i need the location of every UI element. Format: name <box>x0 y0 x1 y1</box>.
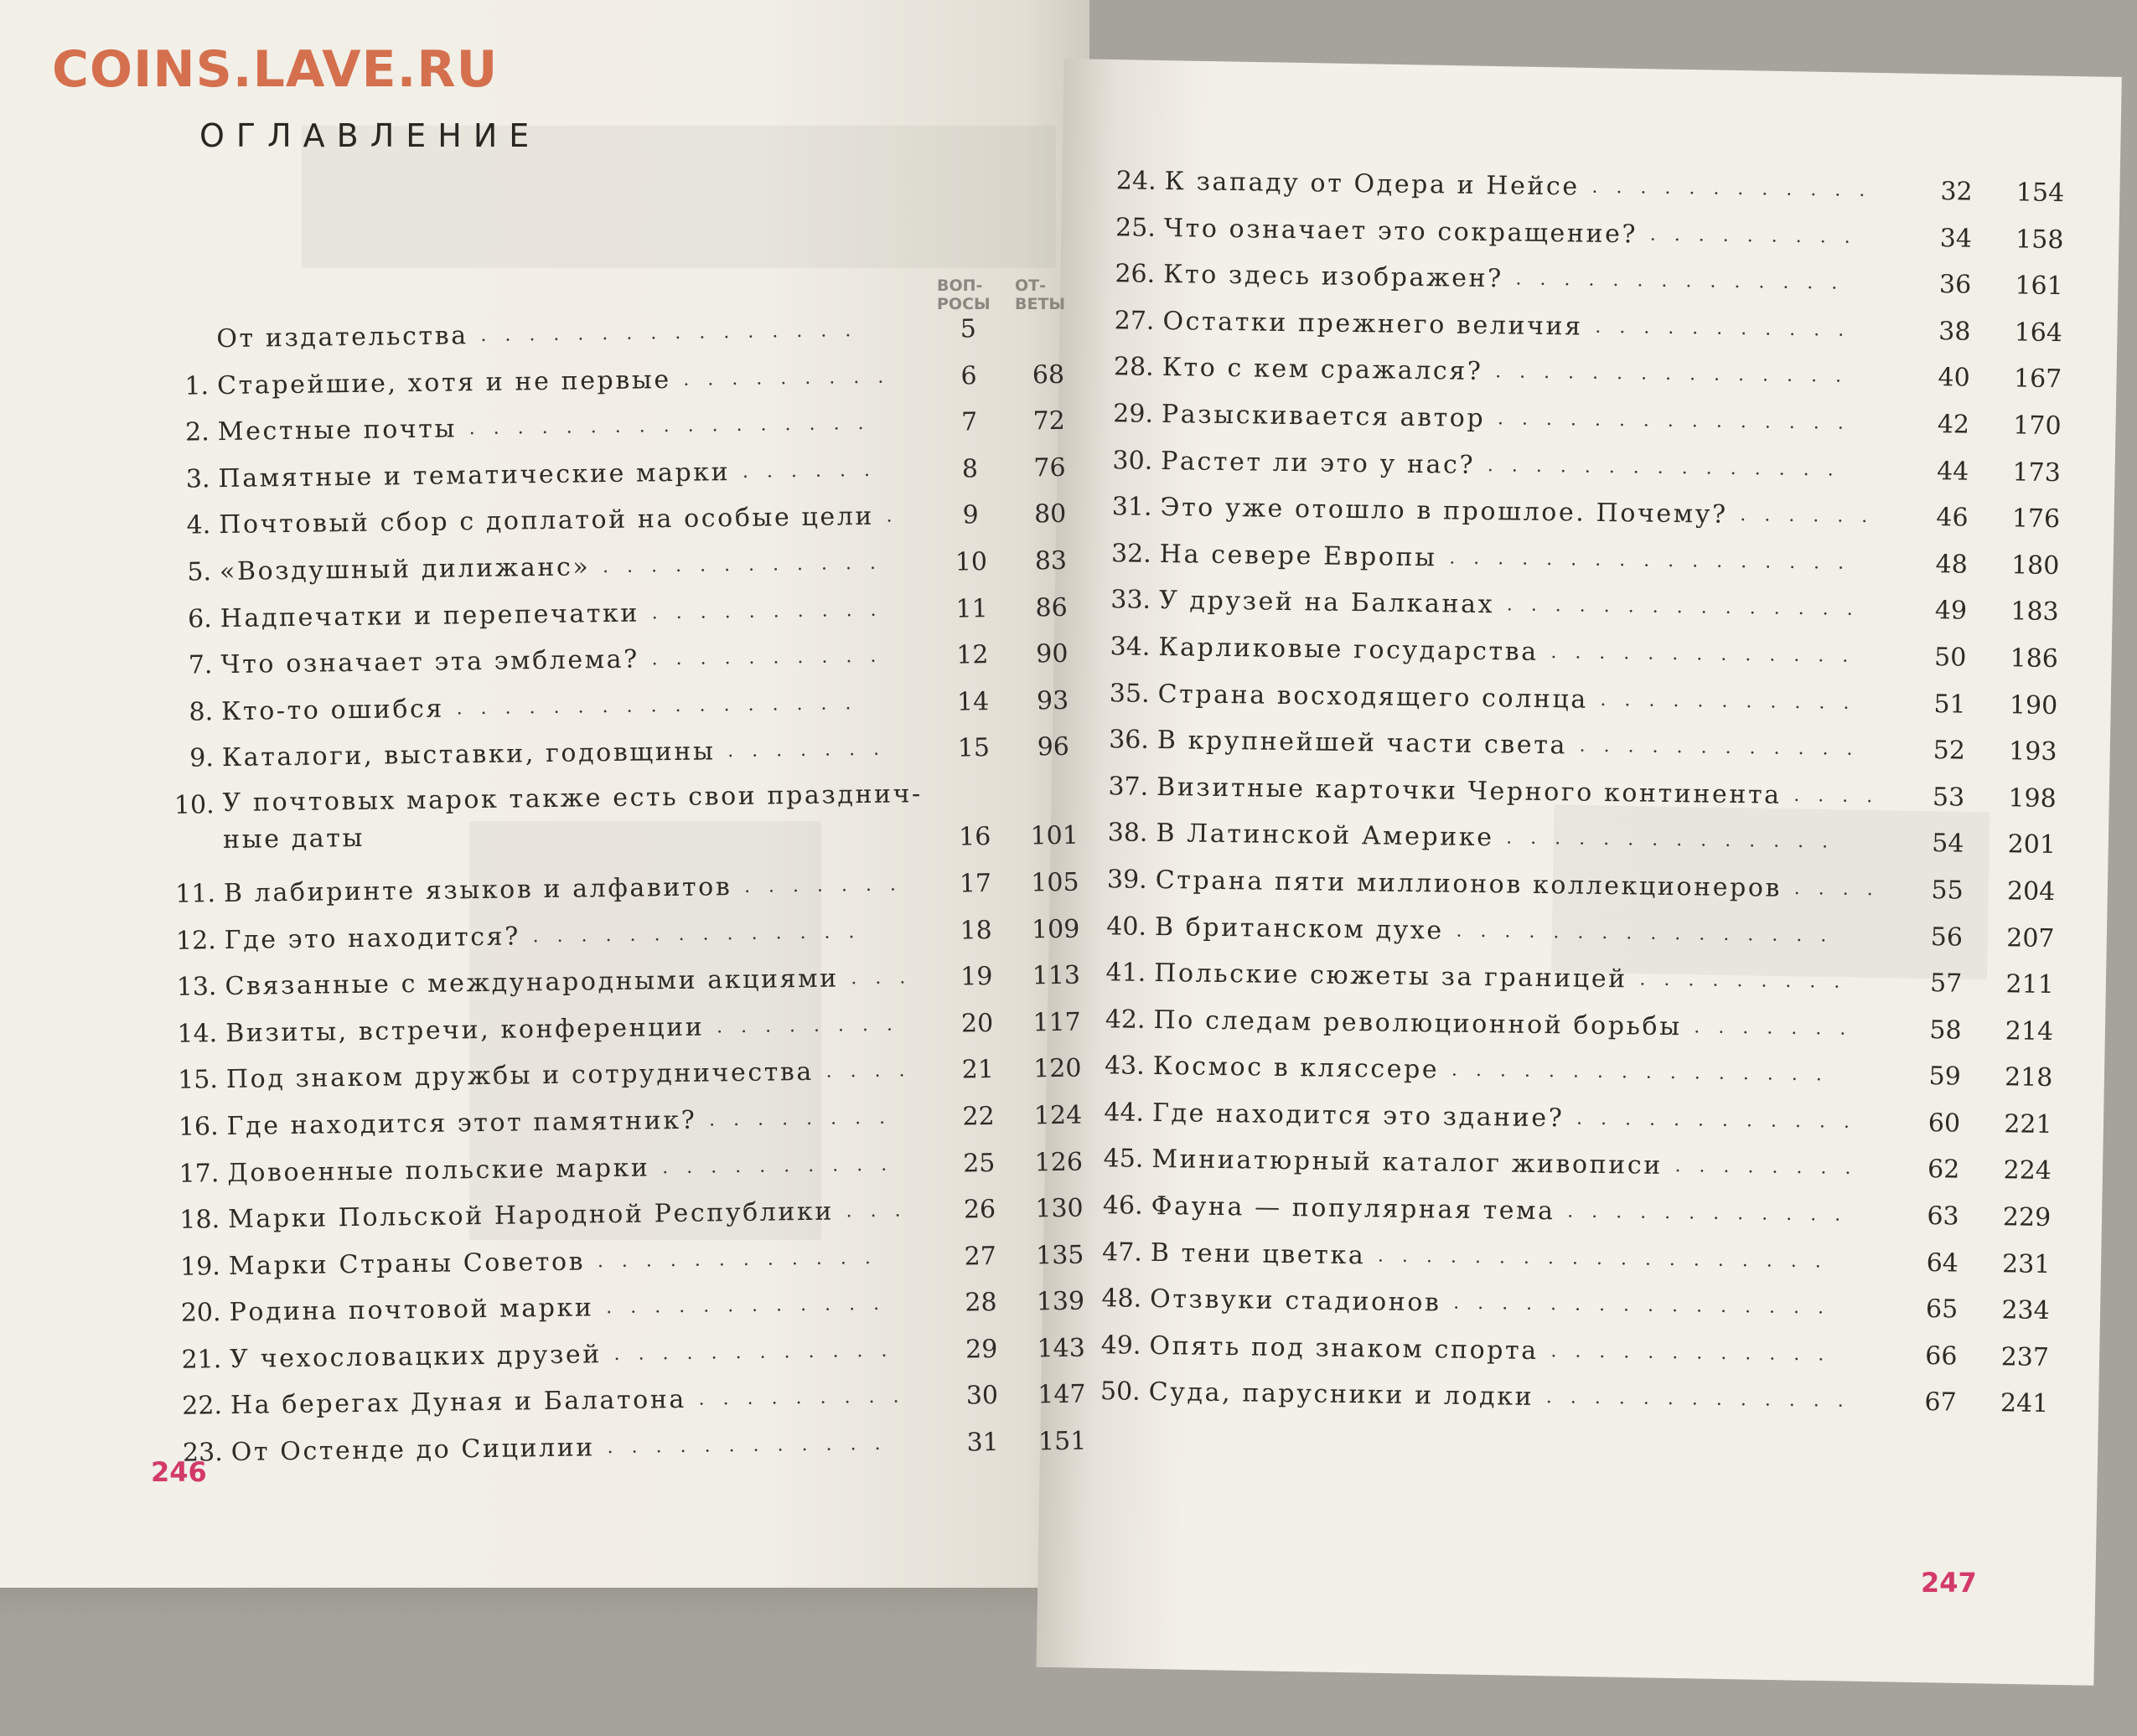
toc-entry-number: 48. <box>1101 1284 1142 1315</box>
toc-entry-title: В тени цветка <box>1150 1237 1366 1270</box>
toc-entry-title: Разыскивается автор <box>1161 399 1486 434</box>
toc-entry-question-page: 25 <box>962 1148 996 1179</box>
toc-entry-question-page: 65 <box>1925 1294 1958 1325</box>
toc-entry-question-page: 15 <box>957 733 991 763</box>
toc-entry-dot-leader: ............ <box>613 1340 906 1365</box>
toc-entry-dot-leader: ................ <box>1451 1059 1840 1086</box>
toc-entry-number: 43. <box>1104 1051 1146 1082</box>
toc-entry-answer-page: 237 <box>2000 1342 2050 1372</box>
toc-entry-title: В британском духе <box>1154 912 1445 945</box>
toc-entry-dot-leader: ........... <box>1595 316 1863 341</box>
toc-entry-answer-page: 234 <box>2001 1295 2050 1326</box>
toc-entry-title: От Остенде до Сицилии <box>230 1433 596 1468</box>
page-shadow <box>0 1588 1081 1621</box>
toc-entry-question-page: 48 <box>1935 549 1969 580</box>
toc-entry-dot-leader: ............... <box>1506 594 1871 621</box>
toc-entry-question-page: 7 <box>960 407 978 437</box>
toc-entry-dot-leader: ............... <box>1497 408 1862 434</box>
toc-entry-answer-page: 218 <box>2004 1062 2053 1093</box>
toc-entry-dot-leader: . <box>886 505 911 528</box>
toc-entry-dot-leader: ............ <box>1567 1201 1860 1227</box>
toc-entry-number: 28. <box>1113 352 1154 383</box>
toc-entry-question-page: 6 <box>960 360 977 391</box>
toc-entry-number: 42. <box>1105 1004 1146 1035</box>
watermark: COINS.LAVE.RU <box>52 40 499 99</box>
toc-entry-dot-leader: ......... <box>1649 224 1869 248</box>
toc-entry-question-page: 66 <box>1925 1341 1958 1372</box>
toc-entry-answer-page: 167 <box>2013 364 2062 395</box>
toc-entry-dot-leader: .......... <box>651 599 895 623</box>
toc-entry-number: 17. <box>179 1158 220 1189</box>
toc-entry-number: 24. <box>1115 166 1156 196</box>
toc-entry-dot-leader: ............ <box>605 1293 898 1319</box>
toc-entry-answer-page: 86 <box>1035 592 1068 623</box>
toc-entry-dot-leader: .............. <box>1506 827 1847 854</box>
toc-entry-dot-leader: ................ <box>1453 1292 1843 1319</box>
toc-entry-answer-page: 164 <box>2014 318 2063 348</box>
toc-entry-dot-leader: ....... <box>1694 1016 1865 1040</box>
toc-entry-answer-page: 183 <box>2010 597 2059 628</box>
toc-entry-answer-page: 83 <box>1034 545 1068 576</box>
toc-entry-title: Космос в кляссере <box>1152 1051 1440 1085</box>
toc-entry-question-page: 27 <box>964 1241 997 1272</box>
toc-entry-answer-page: 72 <box>1032 406 1066 437</box>
toc-entry-number: 8. <box>189 696 214 727</box>
toc-entry-number: 12. <box>175 925 216 956</box>
toc-entry-title: Под знаком дружбы и сотрудничества <box>225 1057 815 1095</box>
toc-entry-dot-leader: ... <box>851 967 924 989</box>
toc-entry-number <box>159 316 208 317</box>
toc-entry-title: Где находится это здание? <box>1151 1098 1565 1134</box>
toc-entry-dot-leader: ................. <box>456 692 870 720</box>
toc-entry-title: Кто-то ошибся <box>220 694 445 726</box>
toc-entry-answer-page: 143 <box>1037 1333 1086 1364</box>
toc-entry-title <box>222 776 923 859</box>
toc-entry-answer-page: 180 <box>2010 550 2060 581</box>
toc-entry-answer-page: 96 <box>1037 732 1070 762</box>
toc-entry-title: Марки Польской Народной Республики <box>227 1196 835 1235</box>
toc-entry-question-page: 5 <box>960 314 977 344</box>
toc-entry-dot-leader: ....... <box>727 738 898 762</box>
toc-entry-answer-page: 76 <box>1033 452 1066 483</box>
toc-entry-title: На берегах Дуная и Балатона <box>230 1385 687 1421</box>
toc-entry-question-page: 62 <box>1927 1155 1960 1186</box>
toc-entry-question-page: 14 <box>956 686 990 717</box>
toc-entry-answer-page: 113 <box>1032 960 1081 991</box>
toc-entry-dot-leader: ................... <box>1377 1245 1840 1273</box>
toc-entry-dot-leader: ........ <box>716 1014 912 1038</box>
toc-entry-dot-leader: ....... <box>743 874 915 897</box>
toc-entry-title: Марки Страны Советов <box>228 1247 586 1281</box>
toc-entry-answer-page: 90 <box>1036 638 1068 669</box>
toc-entry-title: Где находится этот памятник? <box>226 1105 697 1141</box>
answers-header-line1: ОТ- <box>1015 276 1046 295</box>
toc-entry-answer-page: 139 <box>1036 1286 1085 1317</box>
toc-entry-title: К западу от Одера и Нейсе <box>1164 167 1581 202</box>
toc-entry-question-page: 44 <box>1936 456 1969 487</box>
toc-entry-question-page: 30 <box>965 1381 999 1411</box>
toc-entry-question-page: 42 <box>1937 410 1970 440</box>
toc-entry-answer-page: 198 <box>2008 783 2057 814</box>
toc-entry-dot-leader: .... <box>825 1060 924 1082</box>
toc-entry-question-page: 28 <box>965 1288 997 1318</box>
toc-entry-answer-page: 229 <box>2002 1202 2052 1233</box>
toc-entry-answer-page: 117 <box>1032 1007 1081 1038</box>
toc-entry-title: Страна восходящего солнца <box>1157 679 1589 715</box>
toc-entry-title: Визиты, встречи, конференции <box>225 1012 705 1048</box>
toc-entry-number: 11. <box>175 879 216 909</box>
toc-entry-number: 21. <box>181 1345 222 1375</box>
toc-entry-number: 32. <box>1110 539 1152 569</box>
toc-entry-title: В Латинской Америке <box>1156 819 1494 853</box>
toc-entry-dot-leader: ............... <box>1487 454 1852 481</box>
toc-entry-answer-page: 201 <box>2007 829 2057 860</box>
toc-entry-number: 30. <box>1112 445 1153 476</box>
toc-entry-title: Визитные карточки Черного континента <box>1156 772 1782 810</box>
toc-entry-question-page: 50 <box>1933 643 1967 673</box>
toc-entry-question-page: 29 <box>965 1334 998 1365</box>
toc-entry-title: Это уже отошло в прошлое. Почему? <box>1160 493 1728 530</box>
toc-entry-dot-leader: ......... <box>683 365 903 390</box>
page-title: ОГЛАВЛЕНИЕ <box>199 117 541 154</box>
toc-entry-question-page: 17 <box>959 868 992 899</box>
toc-entry-number: 25. <box>1115 212 1156 243</box>
toc-entry-dot-leader: .......... <box>651 645 895 670</box>
toc-entry-question-page: 59 <box>1928 1062 1962 1092</box>
toc-entry-question-page: 53 <box>1932 782 1965 813</box>
toc-entry-dot-leader: ...... <box>1740 504 1886 528</box>
toc-entry-title: Страна пяти миллионов коллекционеров <box>1155 865 1783 903</box>
toc-entry-number: 35. <box>1109 678 1150 709</box>
toc-entry-dot-leader: ............ <box>1579 735 1871 761</box>
toc-entry-answer-page: 101 <box>1030 820 1079 851</box>
toc-entry-question-page: 26 <box>963 1195 996 1225</box>
toc-entry-dot-leader: ........ <box>1674 1155 1870 1180</box>
toc-entry-answer-page: 135 <box>1035 1240 1084 1271</box>
toc-entry-answer-page: 204 <box>2006 876 2056 907</box>
toc-entry-answer-page: 126 <box>1034 1147 1084 1177</box>
toc-entry-title: Суда, парусники и лодки <box>1148 1377 1534 1413</box>
toc-entry-answer-page: 154 <box>2015 178 2065 209</box>
toc-entry-number: 15. <box>177 1065 219 1096</box>
toc-entry-question-page: 56 <box>1930 922 1964 953</box>
toc-entry-number: 38. <box>1107 818 1148 849</box>
toc-entry-dot-leader: ............ <box>1550 1341 1843 1366</box>
toc-entry-question-page: 49 <box>1934 596 1968 626</box>
toc-entry-answer-page: 231 <box>2001 1248 2051 1279</box>
toc-entry-number: 36. <box>1108 725 1150 755</box>
toc-entry-title: Где это находится? <box>224 921 521 955</box>
toc-entry-dot-leader: ............. <box>1550 642 1867 667</box>
toc-entry-question-page: 38 <box>1938 316 1971 347</box>
toc-entry-title: Отзвуки стадионов <box>1149 1284 1441 1318</box>
toc-entry-title: Местные почты <box>217 414 458 447</box>
toc-entry-number: 10. <box>173 790 215 820</box>
toc-entry-answer-page: 241 <box>2000 1388 2049 1419</box>
toc-entry-answer-page: 161 <box>2015 271 2063 302</box>
toc-entry-title: «Воздушный дилижанс» <box>219 552 591 587</box>
toc-entry-question-page: 9 <box>962 500 979 530</box>
toc-entry-question-page: 8 <box>961 454 979 484</box>
toc-entry-number: 6. <box>187 603 212 634</box>
questions-header-line1: ВОП- <box>937 276 983 295</box>
toc-entry-title: Растет ли это у нас? <box>1161 446 1476 480</box>
page-number-left: 246 <box>151 1456 207 1488</box>
toc-entry-question-page: 57 <box>1929 969 1963 999</box>
toc-entry-title: Карликовые государства <box>1158 632 1539 667</box>
toc-entry-question-page: 58 <box>1929 1015 1962 1046</box>
toc-entry-number: 45. <box>1103 1144 1144 1175</box>
toc-entry-question-page: 20 <box>960 1008 994 1039</box>
toc-entry-dot-leader: ... <box>846 1200 919 1222</box>
toc-entry-dot-leader: ................. <box>468 412 882 440</box>
toc-entry-answer-page: 214 <box>2005 1015 2054 1046</box>
toc-entry-answer-page: 207 <box>2006 922 2055 953</box>
toc-entry-number: 5. <box>187 557 212 587</box>
toc-entry-number: 50. <box>1100 1377 1141 1408</box>
toc-entry-answer-page: 93 <box>1036 685 1069 716</box>
toc-entry-dot-leader: ................ <box>1456 920 1845 947</box>
toc-entry-dot-leader: .............. <box>532 921 873 947</box>
toc-entry <box>165 770 1096 871</box>
toc-entry-answer-page: 80 <box>1033 499 1067 530</box>
toc-entry-question-page: 67 <box>1924 1387 1957 1418</box>
toc-entry-title: Опять под знаком спорта <box>1149 1330 1539 1366</box>
toc-entry-question-page: 18 <box>960 915 992 946</box>
toc-entry-question-page: 60 <box>1927 1108 1961 1139</box>
toc-entry-number: 41. <box>1105 958 1146 988</box>
toc-entry-question-page: 40 <box>1938 363 1970 394</box>
toc-entry-number: 49. <box>1100 1330 1141 1361</box>
toc-entry-dot-leader: ................ <box>480 319 870 346</box>
toc-entry-title: Кто с кем сражался? <box>1162 353 1483 387</box>
toc-entry-number: 34. <box>1110 632 1151 662</box>
toc-entry-title: По следам революционной борьбы <box>1153 1005 1682 1041</box>
toc-entry-question-page: 16 <box>958 822 991 852</box>
toc-entry-number: 44. <box>1104 1098 1145 1128</box>
toc-entry-number: 37. <box>1108 771 1149 802</box>
toc-entry-dot-leader: ............... <box>1494 361 1860 388</box>
toc-entry-title: Что означает эта эмблема? <box>220 644 640 680</box>
toc-entry-question-page: 52 <box>1933 736 1966 766</box>
toc-entry-dot-leader: .... <box>1793 784 1891 808</box>
toc-entry-number: 18. <box>179 1205 220 1235</box>
toc-entry-dot-leader: .......... <box>662 1153 906 1178</box>
toc-entry-answer-page: 221 <box>2004 1109 2052 1139</box>
toc-entry-question-page: 46 <box>1936 503 1969 533</box>
toc-entry-title: Каталоги, выставки, годовщины <box>221 736 716 773</box>
toc-entry-dot-leader: ......... <box>1639 969 1859 994</box>
toc-entry-title: Надпечатки и перепечатки <box>220 598 640 633</box>
toc-entry-title: В лабиринте языков и алфавитов <box>223 872 732 908</box>
toc-entry-answer-page: 186 <box>2010 643 2059 674</box>
toc-entry-question-page: 31 <box>966 1428 999 1458</box>
toc-entry-title-line2: ные даты <box>222 823 365 855</box>
toc-entry-number: 3. <box>185 464 210 494</box>
toc-entry-question-page: 64 <box>1926 1248 1959 1279</box>
toc-entry-title-line1: У почтовых марок также есть свои празднич- <box>222 779 924 818</box>
toc-entry-answer-page: 147 <box>1037 1380 1086 1410</box>
toc-entry-dot-leader: ........ <box>708 1107 904 1131</box>
toc-entry-dot-leader: ............ <box>1576 1108 1869 1134</box>
toc-entry-title: Старейшие, хотя и не первые <box>216 364 671 400</box>
toc-entry-number: 13. <box>176 972 217 1002</box>
toc-entry-dot-leader: ........... <box>1600 689 1868 714</box>
toc-entry-answer-page: 173 <box>2012 457 2062 488</box>
toc-entry-number: 27. <box>1114 306 1155 336</box>
toc-entry-answer-page: 105 <box>1031 867 1079 898</box>
toc-entry-number: 31. <box>1111 492 1152 523</box>
toc-entry-title: В крупнейшей части света <box>1156 726 1568 761</box>
toc-entry-answer-page: 124 <box>1033 1100 1083 1131</box>
toc-entry-question-page: 63 <box>1927 1201 1959 1232</box>
toc-entry-title: Связанные с международными акциями <box>225 964 839 1002</box>
toc-entry-title: Польские сюжеты за границей <box>1154 958 1628 995</box>
toc-entry-number: 39. <box>1106 865 1147 895</box>
toc-entry-number: 47. <box>1101 1237 1143 1268</box>
toc-entry-dot-leader: ............ <box>607 1433 899 1459</box>
toc-entry-title: У чехословацких друзей <box>230 1340 603 1374</box>
toc-right-list <box>1081 158 2065 1428</box>
toc-entry-answer-page: 158 <box>2015 224 2064 255</box>
toc-entry-number: 16. <box>178 1112 219 1142</box>
toc-entry-question-page: 55 <box>1931 876 1964 906</box>
toc-entry-answer-page: 193 <box>2008 736 2057 767</box>
toc-entry-number: 22. <box>182 1391 223 1422</box>
toc-entry-answer-page: 109 <box>1031 914 1080 944</box>
toc-entry-number: 4. <box>186 510 211 540</box>
toc-entry-dot-leader: ............ <box>602 552 895 578</box>
toc-entry-question-page: 11 <box>955 593 988 624</box>
toc-entry-answer-page: 190 <box>2009 690 2058 721</box>
toc-entry-number: 33. <box>1110 585 1151 616</box>
toc-entry-title: Фауна — популярная тема <box>1151 1191 1555 1227</box>
toc-entry-answer-page: 224 <box>2003 1155 2052 1186</box>
toc-entry-question-page: 34 <box>1939 223 1973 254</box>
toc-entry-dot-leader: ............ <box>597 1247 889 1272</box>
toc-entry-number: 29. <box>1113 399 1154 429</box>
toc-entry-number: 2. <box>184 417 210 447</box>
toc-entry-dot-leader: ...... <box>742 459 889 483</box>
answers-header-line2: ВЕТЫ <box>1015 295 1066 313</box>
toc-entry-question-page: 21 <box>961 1055 995 1085</box>
toc-entry-number: 1. <box>184 370 210 401</box>
toc-entry-question-page: 10 <box>955 547 988 577</box>
toc-left-list <box>159 304 1105 1476</box>
toc-entry-question-page: 51 <box>1933 689 1966 720</box>
toc-entry-number: 20. <box>180 1298 221 1329</box>
toc-entry-dot-leader: ......... <box>698 1386 918 1411</box>
toc-entry-title: Памятные и тематические марки <box>218 457 731 493</box>
toc-entry-title: На севере Европы <box>1159 539 1437 573</box>
toc-entry-answer-page: 176 <box>2011 504 2061 535</box>
toc-entry-dot-leader: .............. <box>1515 268 1856 295</box>
toc-entry-title: Довоенные польские марки <box>227 1152 650 1188</box>
toc-entry-answer-page: 130 <box>1035 1193 1084 1224</box>
toc-entry-title: Кто здесь изображен? <box>1162 260 1504 294</box>
toc-entry-title: Миниатюрный каталог живописи <box>1151 1144 1664 1181</box>
toc-entry-number: 9. <box>189 743 215 773</box>
toc-entry-question-page: 22 <box>962 1101 995 1132</box>
toc-entry-answer-page <box>1014 305 1081 306</box>
toc-entry-number: 7. <box>188 650 213 680</box>
toc-entry-number: 14. <box>177 1018 218 1049</box>
toc-entry-dot-leader: ............ <box>1591 176 1884 202</box>
toc-entry-question-page: 36 <box>1938 270 1972 300</box>
questions-header-line2: РОСЫ <box>937 295 991 313</box>
toc-entry-title: Что означает это сокращение? <box>1163 213 1638 250</box>
toc-entry-answer-page: 170 <box>2013 411 2062 442</box>
toc-entry-answer-page: 120 <box>1032 1053 1082 1084</box>
toc-entry-answer-page: 151 <box>1037 1426 1087 1457</box>
toc-entry-dot-leader: ............. <box>1545 1387 1862 1413</box>
page-number-right: 247 <box>1921 1567 1977 1599</box>
toc-entry-question-page: 12 <box>956 640 989 670</box>
toc-entry-dot-leader: .... <box>1793 877 1891 901</box>
toc-entry-title: Родина почтовой марки <box>229 1293 594 1328</box>
toc-entry-dot-leader: ................. <box>1449 547 1863 574</box>
toc-entry-number: 46. <box>1102 1191 1143 1221</box>
toc-entry-number: 19. <box>179 1251 221 1282</box>
toc-entry-number: 40. <box>1106 911 1147 942</box>
toc-entry-question-page: 19 <box>960 962 993 992</box>
toc-entry-title: От издательства <box>216 321 468 354</box>
toc-entry-title: У друзей на Балканах <box>1158 586 1495 620</box>
toc-entry-number: 23. <box>182 1438 223 1468</box>
toc-entry-question-page: 54 <box>1932 829 1964 859</box>
toc-entry-question-page: 32 <box>1940 177 1973 207</box>
toc-entry-title: Почтовый сбор с доплатой на особые цели <box>219 502 875 540</box>
toc-entry-title: Остатки прежнего величия <box>1162 306 1583 342</box>
toc-entry-answer-page: 68 <box>1032 359 1065 390</box>
toc-entry-number: 26. <box>1115 259 1156 290</box>
toc-entry-answer-page: 211 <box>2005 969 2055 1000</box>
